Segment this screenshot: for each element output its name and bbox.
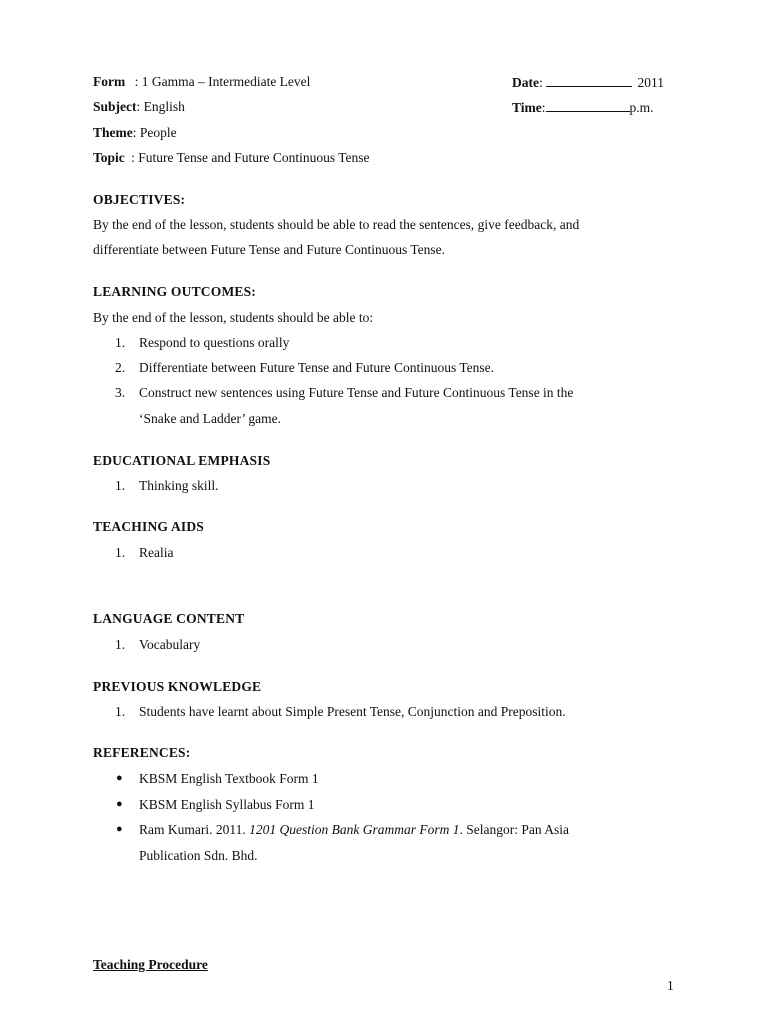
- list-number: 1.: [115, 478, 126, 493]
- list-text: Students have learnt about Simple Present Tense, Conjunction and Preposition.: [139, 704, 566, 719]
- topic-label: Topic: [93, 150, 125, 165]
- topic-row: [93, 150, 370, 166]
- list-text: KBSM English Syllabus Form 1: [139, 797, 315, 812]
- list-text: Vocabulary: [139, 637, 201, 652]
- bullet-icon: ●: [116, 798, 123, 810]
- list-text-continuation: ‘Snake and Ladder’ game.: [139, 411, 281, 426]
- list-text: Respond to questions orally: [139, 335, 290, 350]
- teaching-procedure-heading: Teaching Procedure: [93, 957, 208, 972]
- objectives-line-2: differentiate between Future Tense and Future Continuous Tense.: [93, 242, 446, 257]
- reference-publisher: . Selangor: Pan Asia: [459, 822, 569, 837]
- list-text: Differentiate between Future Tense and Future Continuous Tense.: [139, 360, 495, 375]
- time-colon: :: [541, 100, 546, 115]
- time-row: [512, 99, 654, 116]
- bullet-icon: ●: [116, 772, 123, 784]
- date-label: Date: [512, 75, 539, 90]
- time-label: Time: [512, 100, 542, 115]
- teaching-aids-heading: TEACHING AIDS: [93, 519, 205, 534]
- list-number: 2.: [115, 360, 126, 375]
- learning-outcomes-heading: LEARNING OUTCOMES:: [93, 284, 256, 299]
- time-blank: [546, 99, 630, 112]
- references-heading: REFERENCES:: [93, 745, 191, 760]
- list-number: 3.: [115, 385, 126, 400]
- language-content-heading: LANGUAGE CONTENT: [93, 611, 245, 626]
- list-text: KBSM English Textbook Form 1: [139, 771, 319, 786]
- list-number: 1.: [115, 704, 126, 719]
- subject-label: Subject: [93, 99, 137, 114]
- date-row: [512, 74, 664, 91]
- list-text-continuation: Publication Sdn. Bhd.: [139, 848, 258, 863]
- list-number: 1.: [115, 335, 126, 350]
- bullet-icon: ●: [116, 823, 123, 835]
- list-number: 1.: [115, 545, 126, 560]
- page-number: 1: [667, 978, 674, 993]
- date-year: 2011: [637, 75, 665, 90]
- learning-outcomes-intro: By the end of the lesson, students should be able to:: [93, 310, 374, 325]
- date-colon: :: [539, 75, 543, 90]
- date-blank: [546, 74, 632, 87]
- reference-title: 1201 Question Bank Grammar Form 1: [249, 822, 460, 837]
- subject-row: [93, 99, 185, 115]
- theme-row: [93, 125, 177, 141]
- theme-label: Theme: [93, 125, 133, 140]
- list-text: [139, 822, 569, 838]
- list-text: Realia: [139, 545, 174, 560]
- subject-value: : English: [136, 99, 185, 114]
- previous-knowledge-heading: PREVIOUS KNOWLEDGE: [93, 679, 262, 694]
- educational-emphasis-heading: EDUCATIONAL EMPHASIS: [93, 453, 271, 468]
- reference-author-year: Ram Kumari. 2011.: [139, 822, 250, 837]
- form-label: Form: [93, 74, 126, 89]
- list-text: Thinking skill.: [139, 478, 219, 493]
- form-value: : 1 Gamma – Intermediate Level: [134, 74, 311, 89]
- objectives-line-1: By the end of the lesson, students should be able to read the sentences, give feedback, and: [93, 217, 580, 232]
- objectives-heading: OBJECTIVES:: [93, 192, 186, 207]
- form-row: [93, 74, 310, 90]
- list-number: 1.: [115, 637, 126, 652]
- list-text: Construct new sentences using Future Tense and Future Continuous Tense in the: [139, 385, 574, 400]
- time-suffix: p.m.: [629, 100, 654, 115]
- theme-value: : People: [132, 125, 177, 140]
- topic-value: : Future Tense and Future Continuous Tense: [131, 150, 370, 165]
